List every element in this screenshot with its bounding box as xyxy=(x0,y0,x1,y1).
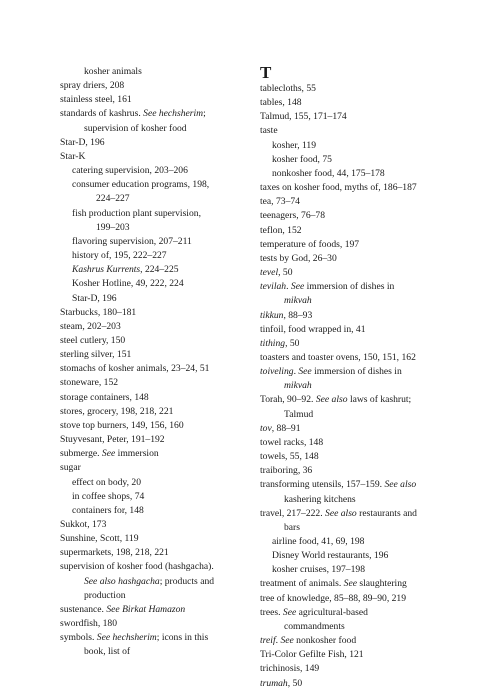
index-entry xyxy=(60,419,250,433)
index-entry-text: swordfish, 180 xyxy=(60,618,118,630)
index-entry-text: treatment of animals. xyxy=(260,578,344,590)
index-entry xyxy=(60,532,250,546)
index-entry-text: bars xyxy=(284,521,300,533)
index-entry-text: sterling silver, 151 xyxy=(60,349,132,361)
index-entry-text: airline food, 41, 69, 198 xyxy=(272,536,365,547)
index-entry xyxy=(60,461,250,475)
index-entry xyxy=(260,436,445,450)
index-entry xyxy=(260,323,445,337)
index-entry-text: . xyxy=(286,281,291,293)
index-entry xyxy=(260,153,445,167)
index-entry xyxy=(260,493,445,507)
index-entry-text: . xyxy=(293,366,299,378)
index-entry-text: Star-D, 196 xyxy=(72,292,117,304)
index-entry-text: fish production plant supervision, xyxy=(72,207,201,219)
index-entry xyxy=(60,504,250,518)
index-entry-text: See xyxy=(101,448,116,460)
index-entry xyxy=(260,96,445,110)
index-entry xyxy=(60,221,250,235)
index-entry xyxy=(60,603,250,617)
index-entry-text: tree of knowledge, 85–88, 89–90, 219 xyxy=(260,592,407,604)
index-entry xyxy=(60,150,250,164)
index-entry-text: tea, 73–74 xyxy=(260,196,300,208)
index-entry-text: , 50 xyxy=(287,677,303,689)
index-entry xyxy=(260,209,445,223)
index-entry xyxy=(260,535,445,549)
section-letter: T xyxy=(260,63,272,82)
index-entry xyxy=(260,620,445,634)
index-entry-text: laws of kashrut; xyxy=(347,394,412,406)
index-entry-text: ; icons in this xyxy=(156,632,209,644)
index-entry-text: travel, 217–222. xyxy=(260,507,326,519)
index-entry xyxy=(260,82,445,96)
index-entry xyxy=(260,592,445,606)
index-entry xyxy=(260,139,445,153)
index-entry xyxy=(260,606,445,620)
index-entry-text: See xyxy=(298,366,312,378)
index-entry xyxy=(60,447,250,461)
index-entry-text: , 50 xyxy=(285,337,300,349)
index-entry-text: tithing xyxy=(260,337,286,349)
index-entry-text: commandments xyxy=(284,620,345,632)
index-entry-text: Sukkot, 173 xyxy=(60,519,107,530)
index-entry xyxy=(60,645,250,659)
index-entry xyxy=(260,224,445,238)
index-entry-text: mikvah xyxy=(284,380,312,392)
index-entry-text: spray driers, 208 xyxy=(60,80,125,92)
index-entry-text: agricultural-based xyxy=(296,606,368,618)
index-entry-text: Star-K xyxy=(60,150,86,162)
index-entry xyxy=(260,351,445,365)
index-entry xyxy=(260,563,445,577)
index-entry-text: Star-D, 196 xyxy=(60,136,105,148)
index-entry-text: tinfoil, food wrapped in, 41 xyxy=(260,323,366,335)
index-entry-text: sugar xyxy=(60,462,81,474)
index-entry-text: See also xyxy=(325,507,357,519)
index-entry-text: towels, 55, 148 xyxy=(260,451,319,463)
index-entry-text: Talmud xyxy=(284,408,314,420)
index-entry xyxy=(260,181,445,195)
index-entry-text: book, list of xyxy=(84,646,131,658)
index-entry-text: Stuyvesant, Peter, 191–192 xyxy=(60,434,165,446)
index-entry-text: symbols. xyxy=(60,632,97,644)
index-entry xyxy=(60,376,250,390)
index-entry-text: tests by God, 26–30 xyxy=(260,252,337,264)
index-entry xyxy=(260,379,445,393)
index-entry xyxy=(60,136,250,150)
index-column-right xyxy=(260,63,445,691)
index-entry xyxy=(260,294,445,308)
index-entry-text: supervision of kosher food (hashgacha). xyxy=(60,561,214,573)
index-entry-text: See also hashgacha xyxy=(84,575,160,587)
index-entry xyxy=(260,195,445,209)
index-entry-text: See xyxy=(282,606,297,618)
index-entry-text: supermarkets, 198, 218, 221 xyxy=(60,547,169,559)
index-entry-text: immersion xyxy=(115,448,159,460)
index-entry xyxy=(260,252,445,266)
index-entry-text: kosher cruises, 197–198 xyxy=(272,564,365,576)
index-entry xyxy=(60,518,250,532)
index-entry-text: See xyxy=(280,635,294,647)
index-entry xyxy=(60,192,250,206)
index-entry xyxy=(60,107,250,121)
index-entry xyxy=(60,560,250,574)
index-entry xyxy=(60,207,250,221)
index-entry xyxy=(60,391,250,405)
index-entry-text: Sunshine, Scott, 119 xyxy=(60,533,139,545)
index-entry xyxy=(60,617,250,631)
index-entry xyxy=(260,648,445,662)
index-entry-text: immersion of dishes in xyxy=(304,281,395,293)
index-entry xyxy=(260,662,445,676)
index-entry-text: Starbucks, 180–181 xyxy=(60,306,137,318)
index-entry-text: tov xyxy=(260,422,272,434)
index-entry-text: stove top burners, 149, 156, 160 xyxy=(60,419,184,431)
index-entry xyxy=(60,546,250,560)
index-entry xyxy=(60,575,250,589)
index-entry xyxy=(60,306,250,320)
index-entry-text: traiboring, 36 xyxy=(260,465,313,477)
index-entry-text: flavoring supervision, 207–211 xyxy=(72,235,192,247)
index-entry xyxy=(60,433,250,447)
index-entry xyxy=(260,408,445,422)
index-entry-text: slaughtering xyxy=(356,578,407,590)
index-entry-text: , 224–225 xyxy=(140,264,179,276)
index-entry-text: tevel xyxy=(260,267,279,279)
index-entry xyxy=(260,280,445,294)
index-entry-text: trichinosis, 149 xyxy=(260,663,320,675)
index-entry-text: taste xyxy=(260,125,278,137)
index-entry xyxy=(60,235,250,249)
index-entry-text: kosher animals xyxy=(84,66,142,77)
index-entry xyxy=(60,362,250,376)
index-entry-text: trees. xyxy=(260,606,283,618)
index-entry-text: , 88–93 xyxy=(283,309,313,321)
index-entry-text: treif xyxy=(260,635,276,647)
index-entry-text: consumer education programs, 198, xyxy=(72,179,210,191)
index-entry xyxy=(60,249,250,263)
index-entry xyxy=(260,110,445,124)
index-entry-text: stores, grocery, 198, 218, 221 xyxy=(60,405,174,417)
index-entry xyxy=(260,266,445,280)
index-entry-text: steel cutlery, 150 xyxy=(60,334,126,346)
index-entry-text: tikkun xyxy=(260,309,284,321)
index-entry-text: stainless steel, 161 xyxy=(60,94,132,106)
index-entry-text: tablecloths, 55 xyxy=(260,83,316,94)
index-entry xyxy=(60,348,250,362)
index-entry xyxy=(260,464,445,478)
index-entry-text: 199–203 xyxy=(96,221,130,233)
index-entry xyxy=(260,577,445,591)
index-entry-text: See also xyxy=(384,479,417,491)
index-entry xyxy=(60,93,250,107)
index-entry-text: taxes on kosher food, myths of, 186–187 xyxy=(260,182,417,194)
index-entry-text: See hechsherim xyxy=(143,108,204,120)
index-entry-text: See Birkat Hamazon xyxy=(106,603,186,615)
index-entry-text: mikvah xyxy=(284,295,312,307)
index-entry xyxy=(60,589,250,603)
index-entry-text: Talmud, 155, 171–174 xyxy=(260,111,347,123)
index-entry-text: supervision of kosher food xyxy=(84,122,187,134)
index-entry-text: standards of kashrus. xyxy=(60,108,144,120)
index-entry xyxy=(260,521,445,535)
index-entry xyxy=(60,263,250,277)
index-entry-text: See xyxy=(343,578,357,590)
index-entry xyxy=(60,490,250,504)
index-entry xyxy=(60,122,250,136)
index-entry xyxy=(260,422,445,436)
index-entry-text: Disney World restaurants, 196 xyxy=(272,550,389,562)
index-entry-text: containers for, 148 xyxy=(72,504,144,516)
index-entry xyxy=(60,631,250,645)
index-entry-text: ; products and xyxy=(159,575,215,587)
index-entry-text: effect on body, 20 xyxy=(72,476,142,488)
index-entry-text: temperature of foods, 197 xyxy=(260,238,360,250)
index-entry-text: sustenance. xyxy=(60,603,107,615)
index-entry-text: Tri-Color Gefilte Fish, 121 xyxy=(260,649,364,661)
index-entry-text: towel racks, 148 xyxy=(260,436,324,448)
index-entry xyxy=(260,167,445,181)
index-entry-text: transforming utensils, 157–159. xyxy=(260,479,385,491)
index-entry-text: stoneware, 152 xyxy=(60,377,119,389)
index-entry xyxy=(260,393,445,407)
index-entry-text: See also xyxy=(315,394,348,406)
index-entry xyxy=(60,79,250,93)
index-entry xyxy=(260,450,445,464)
index-entry-text: restaurants and xyxy=(356,507,417,519)
index-entry-text: . xyxy=(275,635,281,647)
index-entry-text: See hechsherim xyxy=(96,632,157,644)
index-entry xyxy=(260,634,445,648)
index-entry-text: tables, 148 xyxy=(260,97,302,109)
index-entry-text: , 88–91 xyxy=(271,422,301,434)
index-entry-text: in coffee shops, 74 xyxy=(72,490,145,502)
index-entry-text: kashering kitchens xyxy=(284,493,356,505)
index-entry-text: production xyxy=(84,589,126,601)
index-entry xyxy=(260,677,445,691)
index-entry-text: tevilah xyxy=(260,281,287,293)
index-entry-text: kosher, 119 xyxy=(272,139,317,151)
index-entry xyxy=(260,337,445,351)
index-entry-text: submerge. xyxy=(60,448,102,460)
index-entry xyxy=(260,549,445,563)
index-entry-text: nonkosher food, 44, 175–178 xyxy=(272,167,385,179)
index-entry xyxy=(260,124,445,138)
index-entry-text: ; xyxy=(203,108,206,120)
index-entry xyxy=(60,476,250,490)
index-entry-text: See xyxy=(290,281,305,293)
index-entry-text: storage containers, 148 xyxy=(60,391,149,403)
index-entry xyxy=(60,320,250,334)
index-entry xyxy=(260,507,445,521)
index-entry-text: teflon, 152 xyxy=(260,224,302,236)
index-entry-text: toiveling xyxy=(260,366,294,378)
index-entry-text: , 50 xyxy=(278,267,293,279)
index-entry-text: kosher food, 75 xyxy=(272,153,332,165)
index-entry-text: history of, 195, 222–227 xyxy=(72,250,167,262)
index-entry-text: nonkosher food xyxy=(293,635,357,647)
index-entry xyxy=(60,178,250,192)
index-entry xyxy=(260,238,445,252)
index-entry-text: 224–227 xyxy=(96,193,130,205)
index-entry xyxy=(60,405,250,419)
index-entry xyxy=(60,164,250,178)
index-entry-text: Torah, 90–92. xyxy=(260,394,316,406)
index-entry xyxy=(260,365,445,379)
index-entry-text: stomachs of kosher animals, 23–24, 51 xyxy=(60,363,210,375)
index-entry-text: catering supervision, 203–206 xyxy=(72,165,188,177)
index-entry xyxy=(260,309,445,323)
index-entry-text: teenagers, 76–78 xyxy=(260,210,326,222)
index-entry-text: steam, 202–203 xyxy=(60,320,121,332)
index-entry xyxy=(60,65,250,79)
index-entry-text: immersion of dishes in xyxy=(311,366,402,378)
index-entry xyxy=(60,334,250,348)
index-entry-text: Kashrus Kurrents xyxy=(72,264,141,276)
index-column-left xyxy=(60,65,250,660)
index-entry-text: toasters and toaster ovens, 150, 151, 162 xyxy=(260,351,416,363)
index-entry xyxy=(60,277,250,291)
index-entry-text: trumah xyxy=(260,677,288,689)
index-entry xyxy=(260,478,445,492)
index-entry xyxy=(60,292,250,306)
index-entry-text: Kosher Hotline, 49, 222, 224 xyxy=(72,278,184,290)
